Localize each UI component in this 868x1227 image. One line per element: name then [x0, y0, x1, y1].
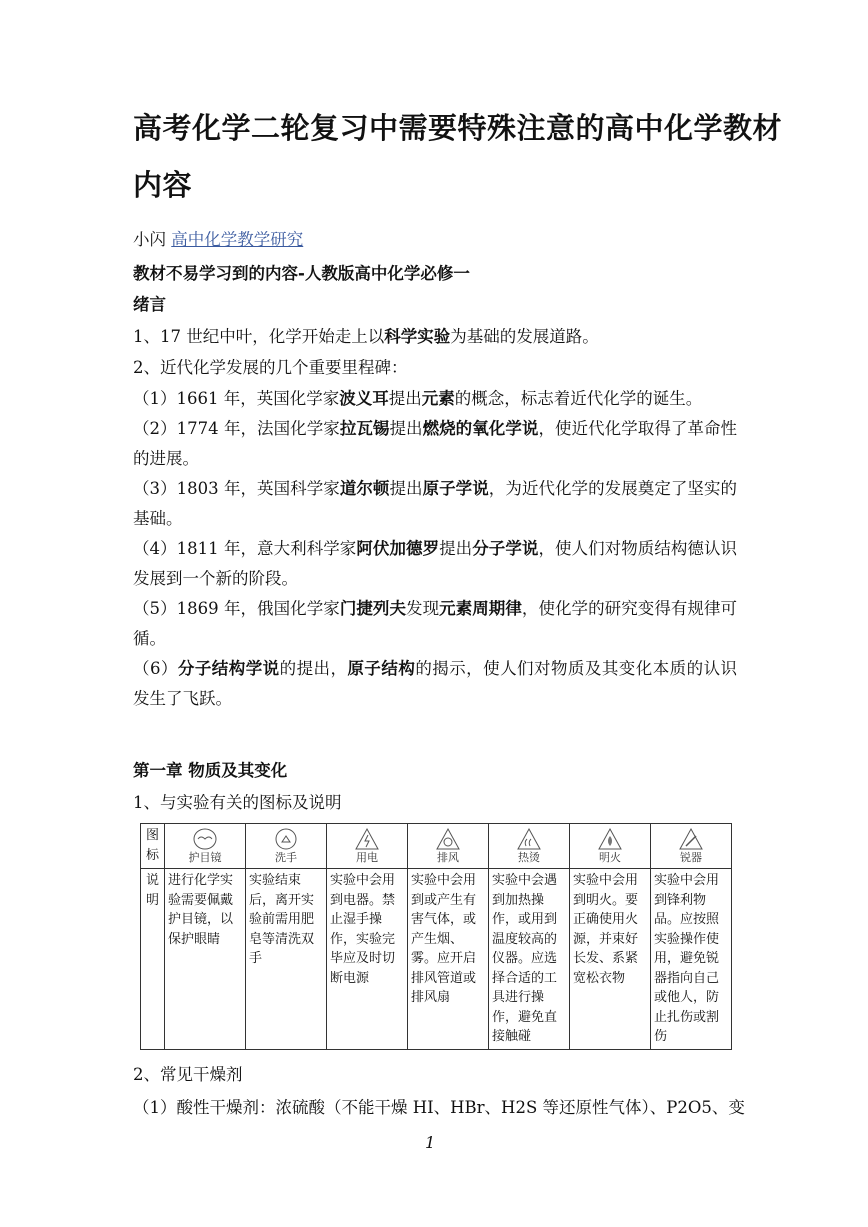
icon-label: 热烫	[518, 851, 540, 864]
description-cell: 实验中会用到明火。要正确使用火源，并束好长发、系紧宽松衣物	[570, 869, 651, 1050]
open-flame-icon	[597, 827, 623, 851]
text-run: 为基础的发展道路。	[450, 327, 599, 346]
icon-label: 用电	[356, 851, 378, 864]
milestone-4: （4）1811 年，意大利科学家阿伏加德罗提出分子学说，使人们对物质结构德认识发展到一个新的阶段。	[133, 539, 738, 588]
description-cell: 实验结束后，离开实验前需用肥皂等清洗双手	[246, 869, 327, 1050]
description-cell: 实验中会用到电器。禁止湿手操作，实验完毕应及时切断电源	[327, 869, 408, 1050]
icon-cell	[246, 824, 327, 869]
description-cell: 实验中会用到锋利物品。应按照实验操作使用，避免锐器指向自己或他人，防止扎伤或割伤	[651, 869, 732, 1050]
milestone-1: （1）1661 年，英国化学家波义耳提出元素的概念，标志着近代化学的诞生。	[133, 389, 703, 408]
description-cell: 进行化学实验需要佩戴护目镜，以保护眼睛	[165, 869, 246, 1050]
milestone-5: （5）1869 年，俄国化学家门捷列夫发现元素周期律，使化学的研究变得有规律可循。	[133, 599, 738, 648]
milestone-list	[133, 384, 737, 714]
doc-title-line2: 内容	[133, 168, 193, 202]
paragraph-1	[133, 323, 599, 347]
table-row-icons	[141, 824, 732, 869]
row-head-icons: 图标	[141, 824, 165, 869]
doc-title-line1: 高考化学二轮复习中需要特殊注意的高中化学教材	[133, 111, 783, 145]
icon-label: 护目镜	[188, 851, 222, 864]
subtitle: 教材不易学习到的内容-人教版高中化学必修一	[133, 264, 470, 283]
hot-surface-icon	[516, 827, 542, 851]
intro-heading: 绪言	[133, 295, 166, 314]
icon-label: 明火	[599, 851, 621, 864]
account-link[interactable]: 高中化学教学研究	[171, 230, 304, 249]
author-name: 小闪	[133, 230, 166, 249]
icon-cell	[489, 824, 570, 869]
milestone-2: （2）1774 年，法国化学家拉瓦锡提出燃烧的氧化学说，使近代化学取得了革命性的进展。	[133, 419, 738, 468]
section-2-heading: 2、常见干燥剂	[133, 1065, 243, 1084]
ventilation-icon	[435, 827, 461, 851]
table-row-descriptions	[141, 869, 732, 1050]
description-cell: 实验中会遇到加热操作，或用到温度较高的仪器。应选择合适的工具进行操作，避免直接触碰	[489, 869, 570, 1050]
section-1-heading: 1、与实验有关的图标及说明	[133, 793, 342, 812]
icon-label: 锐器	[680, 851, 702, 864]
icon-label: 洗手	[275, 851, 297, 864]
electricity-icon	[354, 827, 380, 851]
description-cell: 实验中会用到或产生有害气体，或产生烟、雾。应开启排风管道或排风扇	[408, 869, 489, 1050]
milestone-6: （6）分子结构学说的提出，原子结构的揭示，使人们对物质及其变化本质的认识发生了飞跃。	[133, 659, 738, 708]
icon-cell	[570, 824, 651, 869]
safety-icon-table	[140, 823, 732, 1050]
text-run: 1、17 世纪中叶，化学开始走上以	[133, 327, 385, 346]
icon-cell	[408, 824, 489, 869]
icon-label: 排风	[437, 851, 459, 864]
handwash-icon	[273, 827, 299, 851]
milestone-3: （3）1803 年，英国科学家道尔顿提出原子学说，为近代化学的发展奠定了坚实的基础。	[133, 479, 738, 528]
page-number: 1	[425, 1133, 436, 1152]
paragraph-2: 2、近代化学发展的几个重要里程碑：	[133, 358, 408, 377]
icon-cell	[165, 824, 246, 869]
row-head-descriptions: 说明	[141, 869, 165, 1050]
section-2-item-1: （1）酸性干燥剂：浓硫酸（不能干燥 HI、HBr、H2S 等还原性气体）、P2O5、变	[133, 1098, 745, 1117]
sharp-object-icon	[678, 827, 704, 851]
icon-cell	[327, 824, 408, 869]
byline	[133, 226, 303, 250]
chapter-heading: 第一章 物质及其变化	[133, 761, 288, 780]
bold-run: 科学实验	[384, 327, 451, 346]
goggles-icon	[192, 827, 218, 851]
icon-cell	[651, 824, 732, 869]
